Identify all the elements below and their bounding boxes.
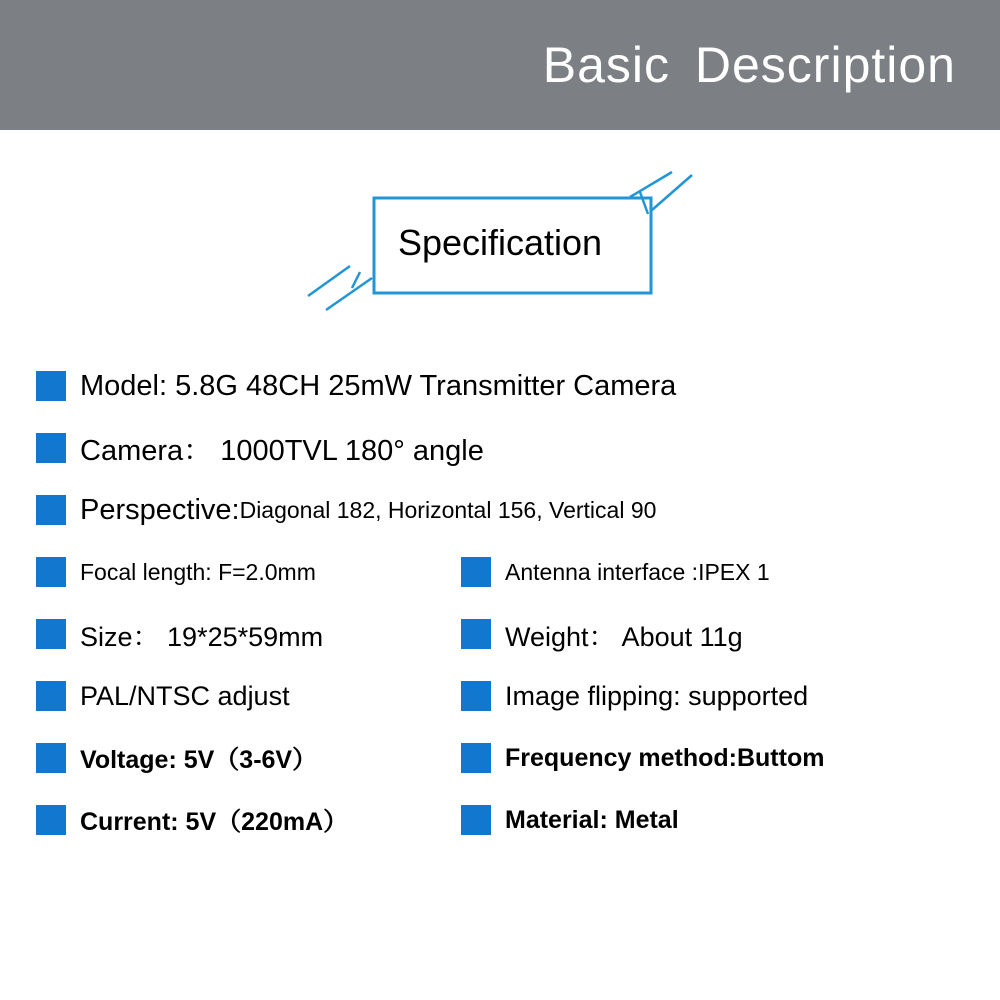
spec-entry <box>36 494 656 527</box>
list-item <box>0 727 1000 789</box>
page-title: Basic Description <box>542 37 956 93</box>
square-bullet-icon <box>36 743 66 773</box>
list-item <box>0 603 1000 665</box>
list-item <box>0 479 1000 541</box>
spec-text: Size： 19*25*59mm <box>80 621 324 652</box>
spec-text: Image flipping: supported <box>505 680 809 711</box>
spec-entry <box>36 370 676 403</box>
square-bullet-icon <box>461 681 491 711</box>
spec-text: Frequency method:Buttom <box>505 743 825 772</box>
spec-text: Weight： About 11g <box>505 621 743 652</box>
spec-entry <box>36 802 461 838</box>
specification-list <box>0 355 1000 851</box>
spec-text: PAL/NTSC adjust <box>80 680 290 711</box>
square-bullet-icon <box>36 681 66 711</box>
spec-entry <box>36 681 461 712</box>
spec-text: Antenna interface :IPEX 1 <box>505 558 770 585</box>
spec-text: Material: Metal <box>505 805 679 834</box>
list-item <box>0 789 1000 851</box>
specification-label-wrap <box>300 170 700 315</box>
spec-entry <box>461 557 770 587</box>
spec-text: Voltage: 5V（3-6V） <box>80 746 318 774</box>
square-bullet-icon <box>36 371 66 401</box>
spec-text: Model: 5.8G 48CH 25mW Transmitter Camera <box>80 369 677 402</box>
list-item <box>0 417 1000 479</box>
header-banner <box>0 0 1000 130</box>
specification-heading-block <box>300 170 700 315</box>
square-bullet-icon <box>461 743 491 773</box>
spec-text: Camera： 1000TVL 180° angle <box>80 434 484 467</box>
square-bullet-icon <box>461 805 491 835</box>
square-bullet-icon <box>461 557 491 587</box>
square-bullet-icon <box>461 619 491 649</box>
spec-entry <box>461 743 824 773</box>
spec-text: Perspective: <box>80 493 240 526</box>
square-bullet-icon <box>36 557 66 587</box>
square-bullet-icon <box>36 805 66 835</box>
specification-label: Specification <box>392 222 608 264</box>
square-bullet-icon <box>36 433 66 463</box>
square-bullet-icon <box>36 619 66 649</box>
spec-entry <box>461 805 679 835</box>
spec-entry <box>36 740 461 776</box>
spec-entry <box>36 615 461 654</box>
spec-text: Current: 5V（220mA） <box>80 808 349 836</box>
list-item <box>0 541 1000 603</box>
spec-entry <box>36 428 484 469</box>
square-bullet-icon <box>36 495 66 525</box>
list-item <box>0 355 1000 417</box>
spec-entry <box>36 557 461 587</box>
list-item <box>0 665 1000 727</box>
spec-entry <box>461 681 808 712</box>
spec-entry <box>461 615 743 654</box>
spec-text-detail: Diagonal 182, Horizontal 156, Vertical 90 <box>239 496 657 523</box>
spec-text: Focal length: F=2.0mm <box>80 558 316 585</box>
